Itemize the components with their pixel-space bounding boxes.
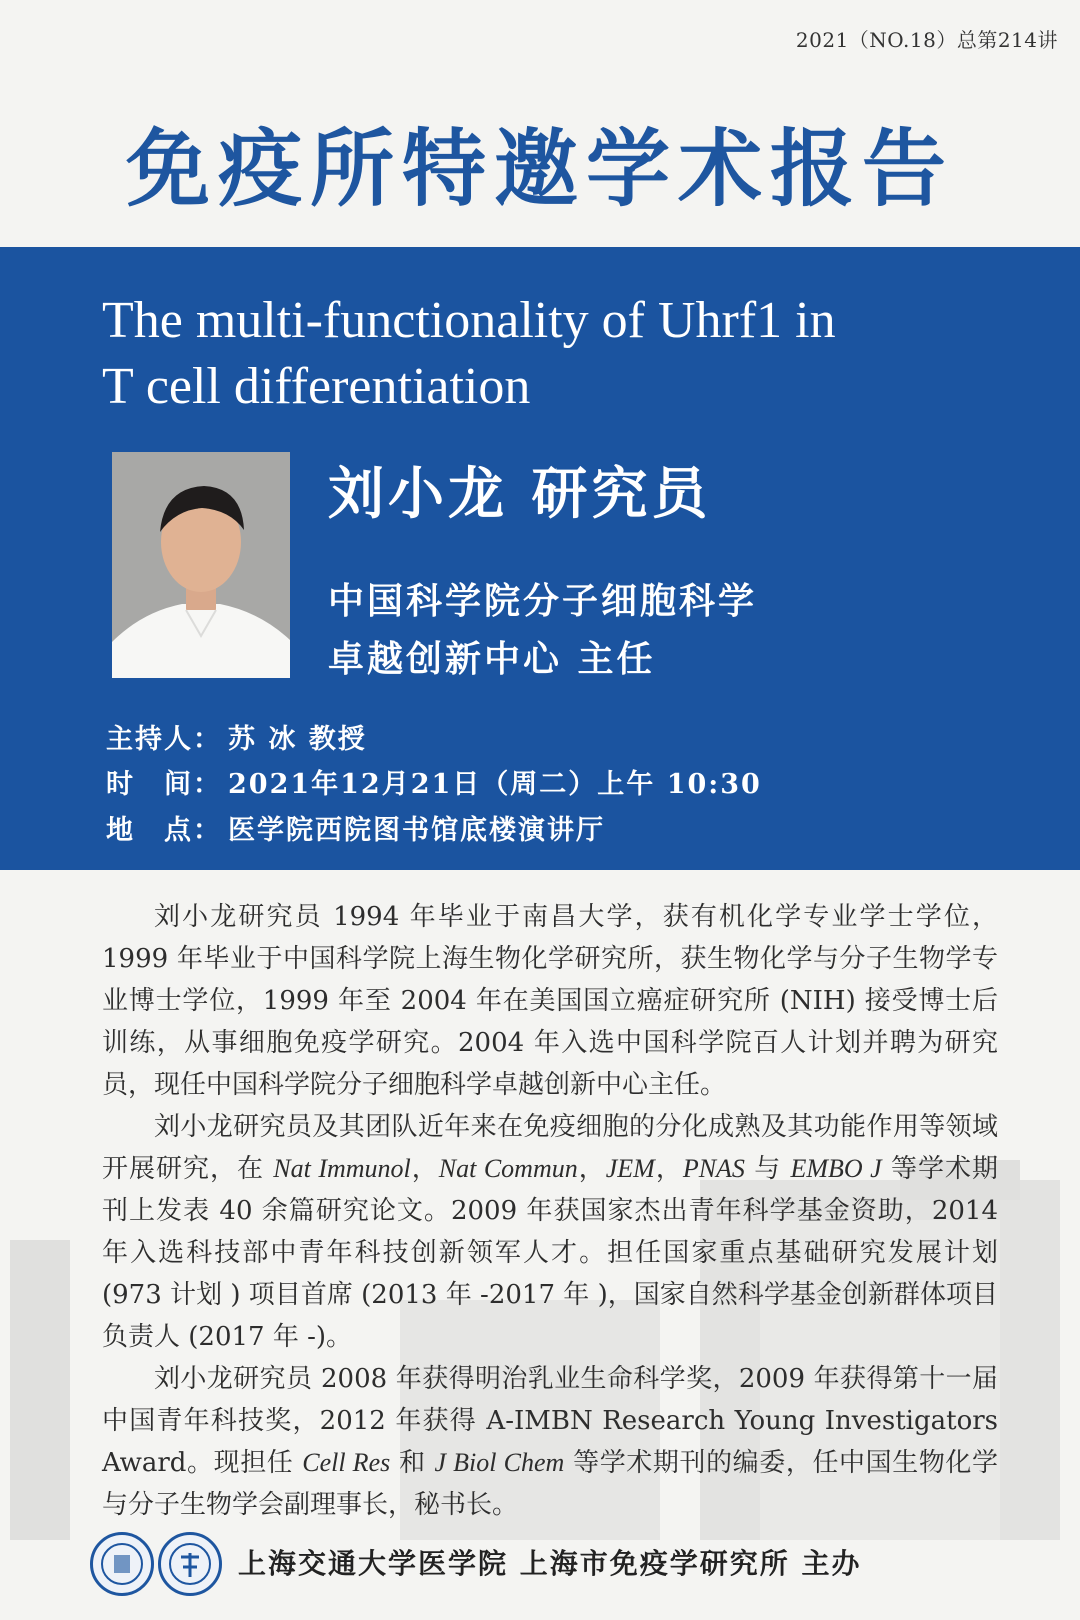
time-value: 2021年12月21日（周二）上午 10:30 (228, 769, 762, 800)
place-value: 医学院西院图书馆底楼演讲厅 (228, 815, 605, 846)
speaker-name: 刘小龙 研究员 (328, 461, 712, 527)
journal-name: EMBO J (790, 1154, 882, 1183)
bio-p2-sep: ， (410, 1154, 439, 1184)
speaker-portrait-icon (112, 452, 290, 678)
bio-p2-sep: ， (654, 1154, 683, 1184)
speaker-affiliation (328, 572, 757, 688)
journal-name: PNAS (682, 1154, 745, 1183)
organizers-text: 上海交通大学医学院 上海市免疫学研究所 主办 (238, 1547, 862, 1580)
bio-p2-text: 等学术期刊上发表 40 余篇研究论文。2009 年获国家杰出青年科学基金资助，2014 年入选科技部中青年科技创新领军人才。担任国家重点基础研究发展计划 (973 计划 ) 项目首席 (2013 年 -2017 年 )，国家自然科学基金创新群体项目负责人 (2017 年 -)。 (102, 1154, 998, 1352)
affiliation-line2: 卓越创新中心 主任 (328, 638, 656, 680)
talk-title (102, 288, 1002, 420)
journal-name: Nat Commun (438, 1154, 578, 1183)
bio-p3-text: 等学术期刊的编委，任中国生物化学与分子生物学会副理事长，秘书长。 (102, 1448, 999, 1520)
footer (90, 1532, 1050, 1602)
time-row (106, 762, 762, 801)
speaker-photo (112, 452, 290, 678)
bio-p3-sep: 和 (390, 1448, 435, 1478)
main-title: 免疫所特邀学术报告 (125, 119, 954, 218)
time-label: 时 间： (106, 769, 222, 800)
affiliation-line1: 中国科学院分子细胞科学 (328, 580, 758, 622)
host-label: 主持人： (106, 724, 222, 755)
bio-paragraph-1: 刘小龙研究员 1994 年毕业于南昌大学，获有机化学专业学士学位，1999 年毕业于中国科学院上海生物化学研究所，获生物化学与分子生物学专业博士学位，1999 年至 2004 年在美国国立癌症研究所 (NIH) 接受博士后训练，从事细胞免疫学研究。2004 年入选中国科学院百人计划并聘为研究员，现任中国科学院分子细胞科学卓越创新中心主任。 (102, 902, 998, 1100)
place-label: 地 点： (106, 815, 222, 846)
sjtu-medicine-logo-icon (90, 1532, 154, 1596)
place-row (106, 808, 605, 847)
bio-p2-sep: ， (577, 1154, 606, 1184)
journal-name: Cell Res (302, 1448, 391, 1477)
talk-title-line2: T cell differentiation (102, 358, 531, 415)
bio-p2-text: 刘小龙研究员及其团队近年来在免疫细胞的分化成熟及其功能作用等领域开展研究，在 (102, 1112, 998, 1184)
talk-title-line1: The multi-functionality of Uhrf1 in (102, 292, 836, 349)
host-value: 苏 冰 教授 (228, 724, 367, 755)
issue-number: 2021（NO.18）总第214讲 (795, 28, 1058, 52)
host-row (106, 717, 367, 756)
immunology-institute-logo-icon (158, 1532, 222, 1596)
bio-paragraph-2 (102, 1106, 998, 1358)
speaker-bio (102, 896, 998, 1526)
bio-paragraph-3 (102, 1358, 998, 1526)
journal-name: Nat Immunol (273, 1154, 411, 1183)
bio-p2-sep: 与 (744, 1154, 791, 1184)
bio-p3-text: 刘小龙研究员 2008 年获得明治乳业生命科学奖，2009 年获得第十一届中国青年科技奖，2012 年获得 A-IMBN Research Young Investigators Award。现担任 (102, 1364, 998, 1478)
journal-name: J Biol Chem (434, 1448, 565, 1477)
journal-name: JEM (605, 1154, 655, 1183)
